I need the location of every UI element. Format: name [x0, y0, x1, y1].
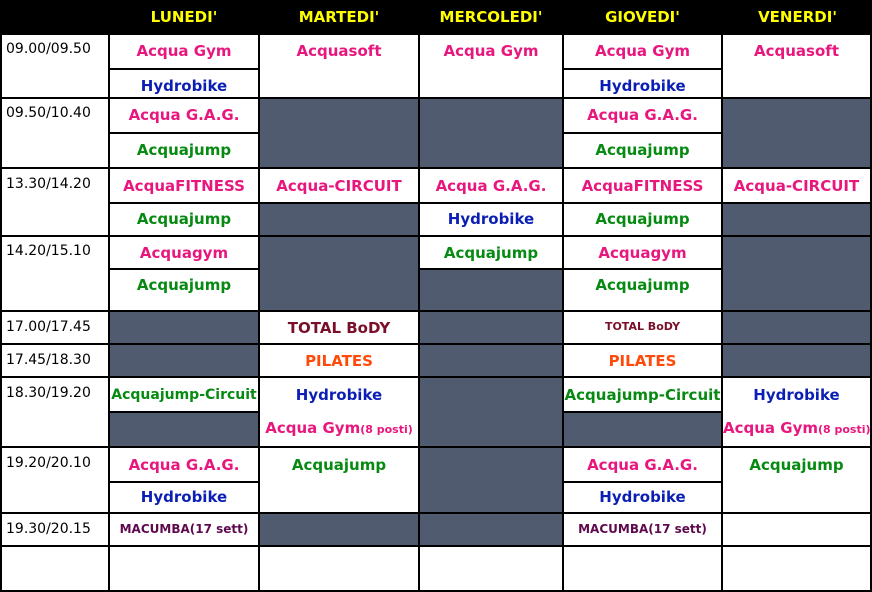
class-cell [110, 35, 258, 68]
time-slot [2, 237, 108, 310]
empty-slot [723, 99, 870, 167]
class-label: Acquajump-Circuit [564, 386, 721, 404]
time-slot [2, 378, 108, 446]
class-cell [260, 378, 418, 446]
time-slot [2, 169, 108, 235]
header-day-4 [564, 0, 721, 33]
class-label: AcquaFITNESS [581, 177, 704, 195]
class-cell [564, 35, 721, 68]
class-cell [723, 514, 870, 545]
header-corner [0, 0, 108, 33]
class-cell [564, 547, 721, 590]
class-cell [260, 448, 418, 512]
empty-slot [420, 448, 562, 512]
class-cell [110, 169, 258, 202]
class-cell [110, 237, 258, 268]
class-label: Hydrobike [599, 488, 686, 506]
class-cell [260, 547, 418, 590]
class-label: Acqua G.A.G. [587, 106, 698, 124]
class-cell [723, 547, 870, 590]
time-label: 19.30/20.15 [6, 521, 91, 537]
time-label: 18.30/19.20 [6, 385, 91, 401]
class-cell [564, 345, 721, 376]
class-cell [110, 514, 258, 545]
class-cell [564, 237, 721, 268]
seats-note: (8 posti) [360, 423, 413, 436]
class-label: Acquajump [136, 141, 232, 159]
header-day-2 [260, 0, 418, 33]
class-cell [564, 312, 721, 343]
class-label: Acqua G.A.G. [128, 106, 240, 124]
class-cell [564, 514, 721, 545]
class-label: Acqua Gym [136, 42, 232, 60]
class-cell [110, 547, 258, 590]
class-cell [420, 35, 562, 97]
class-label: TOTAL BoDY [604, 320, 681, 333]
class-cell [260, 169, 418, 202]
class-label: Hydrobike [599, 77, 686, 95]
class-label: Hydrobike [140, 488, 228, 506]
class-cell [110, 378, 258, 411]
class-label: Acquagym [598, 244, 687, 262]
class-label: Acqua Gym [595, 42, 690, 60]
class-label: Acqua Gym [265, 419, 361, 437]
class-cell [564, 99, 721, 132]
class-label: AcquaFITNESS [123, 177, 245, 195]
empty-slot [723, 237, 870, 310]
header-label: VENERDI' [758, 8, 837, 26]
class-cell [564, 270, 721, 310]
class-cell [110, 99, 258, 132]
empty-slot [420, 514, 562, 545]
class-cell [110, 70, 258, 97]
class-label: Acqua Gym [723, 419, 818, 437]
header-day-5 [723, 0, 872, 33]
class-label: Hydrobike [140, 77, 228, 95]
class-label-with-seats [723, 419, 870, 439]
empty-slot [110, 312, 258, 343]
class-cell [110, 483, 258, 512]
header-day-1 [110, 0, 258, 33]
empty-slot [260, 99, 418, 167]
class-label: PILATES [608, 352, 677, 370]
class-label: Acquajump [443, 244, 539, 262]
class-label: Acquajump [595, 210, 690, 228]
header-label: MERCOLEDI' [439, 8, 543, 26]
empty-slot [110, 345, 258, 376]
empty-slot [420, 99, 562, 167]
empty-slot [420, 270, 562, 310]
time-label: 09.50/10.40 [6, 105, 91, 121]
time-label: 13.30/14.20 [6, 176, 91, 192]
empty-slot [420, 378, 562, 446]
class-label: Acqua-CIRCUIT [276, 177, 402, 195]
class-label: Hydrobike [753, 386, 840, 404]
time-label: 17.45/18.30 [6, 352, 91, 368]
time-label: 14.20/15.10 [6, 243, 91, 259]
class-label: Acquajump [136, 210, 232, 228]
class-cell [420, 547, 562, 590]
class-cell [564, 169, 721, 202]
time-slot [2, 35, 108, 97]
class-cell [564, 70, 721, 97]
class-label: TOTAL BoDY [287, 319, 391, 337]
time-label: 09.00/09.50 [6, 41, 91, 57]
class-label: MACUMBA(17 sett) [119, 522, 249, 536]
empty-slot [260, 237, 418, 310]
class-cell [564, 378, 721, 411]
class-cell [564, 204, 721, 235]
class-cell [723, 169, 870, 202]
empty-slot [420, 345, 562, 376]
class-cell [260, 345, 418, 376]
class-label: Acquasoft [754, 42, 839, 60]
empty-slot [260, 514, 418, 545]
class-label: Hydrobike [295, 386, 383, 404]
header-day-3 [420, 0, 562, 33]
class-cell [110, 448, 258, 481]
class-cell [110, 270, 258, 310]
class-cell [723, 35, 870, 97]
class-label: Acqua G.A.G. [587, 456, 698, 474]
empty-slot [723, 204, 870, 235]
class-label-with-seats [260, 419, 418, 439]
class-cell [260, 35, 418, 97]
header-label: MARTEDI' [298, 8, 380, 26]
class-label: Acqua Gym [443, 42, 539, 60]
header-label: LUNEDI' [150, 8, 218, 26]
class-label: Acqua G.A.G. [128, 456, 240, 474]
class-cell [420, 169, 562, 202]
empty-slot [420, 312, 562, 343]
header-label: GIOVEDI' [605, 8, 680, 26]
empty-slot [260, 204, 418, 235]
class-label: Acquagym [139, 244, 229, 262]
class-cell [564, 448, 721, 481]
time-slot [2, 345, 108, 376]
class-label: Acquajump [749, 456, 844, 474]
empty-slot [110, 413, 258, 446]
class-label: Acqua G.A.G. [435, 177, 547, 195]
class-cell [723, 378, 870, 446]
time-slot [2, 312, 108, 343]
time-slot [2, 448, 108, 512]
class-cell [564, 483, 721, 512]
class-label: Acquajump-Circuit [111, 387, 257, 403]
class-cell [110, 204, 258, 235]
class-label: Acquajump [136, 276, 232, 294]
class-label: PILATES [305, 352, 373, 370]
empty-slot [564, 413, 721, 446]
time-slot [2, 514, 108, 545]
class-cell [723, 448, 870, 512]
time-slot [2, 99, 108, 167]
time-label: 17.00/17.45 [6, 319, 91, 335]
seats-note: (8 posti) [817, 423, 871, 436]
empty-slot [723, 312, 870, 343]
class-cell [564, 134, 721, 167]
class-cell [110, 134, 258, 167]
class-label: Acqua-CIRCUIT [733, 177, 860, 195]
class-label: Acquajump [595, 276, 690, 294]
class-label: Acquajump [595, 141, 690, 159]
class-label: Acquajump [291, 456, 387, 474]
class-cell [260, 312, 418, 343]
empty-slot [723, 345, 870, 376]
class-cell [420, 204, 562, 235]
time-slot [2, 547, 108, 590]
class-cell [420, 237, 562, 268]
time-label: 19.20/20.10 [6, 455, 91, 471]
class-label: MACUMBA(17 sett) [578, 522, 707, 536]
class-label: Hydrobike [447, 210, 535, 228]
class-label: Acquasoft [296, 42, 382, 60]
